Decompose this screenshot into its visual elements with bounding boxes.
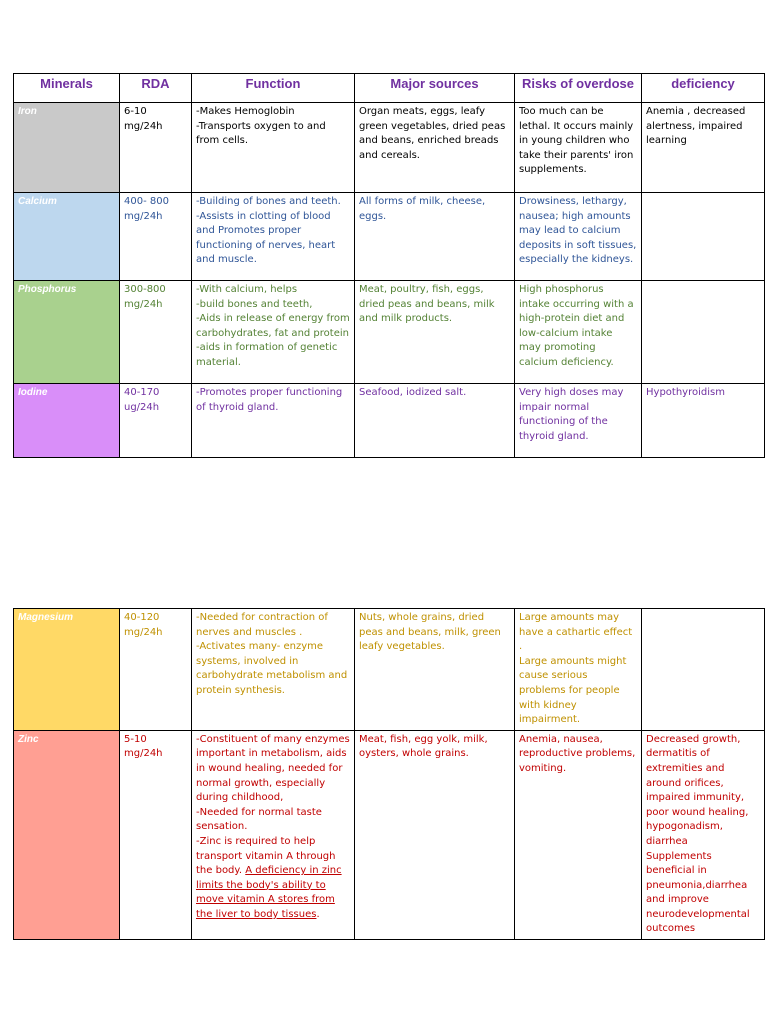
deficiency-line: Decreased growth, dermatitis of extremities and around orifices, impaired immunity, poor wound healing, hypogonadism, diarrhea [646,733,749,847]
function-line: -Promotes proper functioning of thyroid gland. [196,387,343,413]
sources-calcium: All forms of milk, cheese, eggs. [355,193,515,281]
overdose-iodine: Very high doses may impair normal functioning of the thyroid gland. [515,384,642,458]
sources-iron: Organ meats, eggs, leafy green vegetables, dried peas and beans, enriched breads and cereals. [355,103,515,193]
function-iron [192,103,355,193]
header-function: Function [192,74,355,103]
deficiency-iron: Anemia , decreased alertness, impaired learning [642,103,765,193]
header-major-sources: Major sources [355,74,515,103]
function-line: -Transports oxygen to and from cells. [196,120,326,147]
mineral-name-magnesium: Magnesium [14,609,120,731]
function-line: -Makes Hemoglobin [196,106,295,117]
sources-zinc: Meat, fish, egg yolk, milk, oysters, whole grains. [355,730,515,939]
row-zinc [14,730,765,939]
minerals-table-2 [13,608,765,940]
function-text-end: . [316,908,320,920]
header-minerals: Minerals [14,74,120,103]
minerals-table-1 [13,73,765,458]
header-risks-of-overdose: Risks of overdose [515,74,642,103]
mineral-name-iron: Iron [14,103,120,193]
rda-magnesium: 40-120 mg/24h [120,609,192,731]
mineral-name-phosphorus: Phosphorus [14,281,120,384]
function-line: -With calcium, helps [196,284,298,295]
function-line: -Building of bones and teeth. [196,196,341,207]
row-phosphorus [14,281,765,384]
function-calcium [192,193,355,281]
rda-calcium: 400- 800 mg/24h [120,193,192,281]
deficiency-magnesium [642,609,765,731]
rda-iron: 6-10 mg/24h [120,103,192,193]
mineral-name-zinc: Zinc [14,730,120,939]
sources-phosphorus: Meat, poultry, fish, eggs, dried peas and beans, milk and milk products. [355,281,515,384]
function-line: -Needed for normal taste sensation. [196,806,322,833]
function-iodine [192,384,355,458]
function-line: -Aids in release of energy from carbohydrates, fat and protein [196,313,350,339]
function-magnesium [192,609,355,731]
function-line: -Activates many- enzyme systems, involved in carbohydrate metabolism and protein synthesis. [196,641,348,696]
overdose-magnesium [515,609,642,731]
sources-magnesium: Nuts, whole grains, dried peas and beans, milk, green leafy vegetables. [355,609,515,731]
mineral-name-iodine: Iodine [14,384,120,458]
deficiency-iodine: Hypothyroidism [642,384,765,458]
function-line: -Needed for contraction of nerves and muscles . [196,612,328,638]
row-iron [14,103,765,193]
deficiency-phosphorus [642,281,765,384]
overdose-calcium: Drowsiness, lethargy, nausea; high amounts may lead to calcium deposits in soft tissues, especially the kidneys. [515,193,642,281]
function-line: -Assists in clotting of blood and Promotes proper functioning of nerves, heart and muscle. [196,210,336,266]
function-zinc [192,730,355,939]
function-phosphorus [192,281,355,384]
overdose-phosphorus: High phosphorus intake occurring with a high-protein diet and low-calcium intake may promoting calcium deficiency. [515,281,642,384]
header-row [14,74,765,103]
header-rda: RDA [120,74,192,103]
function-line: -aids in formation of genetic material. [196,342,338,368]
row-calcium [14,193,765,281]
row-iodine [14,384,765,458]
function-line: -build bones and teeth, [196,298,313,310]
rda-zinc: 5-10 mg/24h [120,730,192,939]
overdose-zinc: Anemia, nausea, reproductive problems, vomiting. [515,730,642,939]
deficiency-line: Supplements beneficial in pneumonia,diarrhea and improve neurodevelopmental outcomes [646,850,750,935]
overdose-iron: Too much can be lethal. It occurs mainly in young children who take their parents' iron supplements. [515,103,642,193]
overdose-line: Large amounts might cause serious problems for people with kidney impairment. [519,655,627,726]
sources-iodine: Seafood, iodized salt. [355,384,515,458]
row-magnesium [14,609,765,731]
deficiency-zinc [642,730,765,939]
underlined-text: A deficiency in zinc limits the body's ability to move vitamin A stores from the liver to body tissues [196,865,342,920]
overdose-line: Large amounts may have a cathartic effect . [519,612,633,653]
function-line: -Constituent of many enzymes important in metabolism, aids in wound healing, needed for normal growth, especially during childhood, [196,733,350,804]
mineral-name-calcium: Calcium [14,193,120,281]
deficiency-calcium [642,193,765,281]
function-text: -Zinc is required to help transport vitamin A through the body. [196,835,336,877]
rda-iodine: 40-170 ug/24h [120,384,192,458]
header-deficiency: deficiency [642,74,765,103]
function-line-vitamin-a [196,835,350,923]
rda-phosphorus: 300-800 mg/24h [120,281,192,384]
